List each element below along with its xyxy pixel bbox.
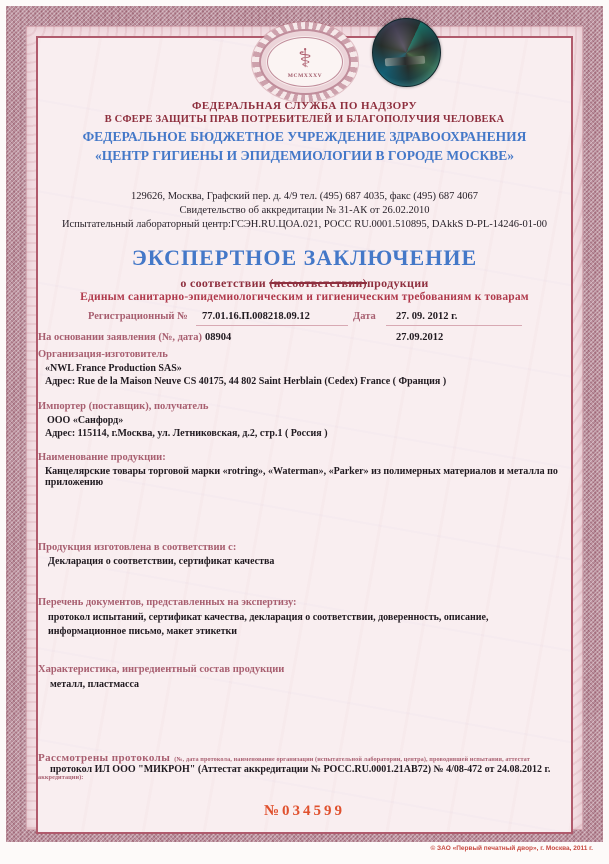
manufacturer-name: «NWL France Production SAS» xyxy=(45,363,182,374)
documents-value: протокол испытаний, сертификат качества, декларация о соответствии, доверенность, описание, информационное письмо, макет этикетки xyxy=(48,612,489,637)
header-line-2: В СФЕРЕ ЗАЩИТЫ ПРАВ ПОТРЕБИТЕЛЕЙ И БЛАГОПОЛУЧИЯ ЧЕЛОВЕКА xyxy=(104,114,505,125)
subtitle-prefix: о соответствии xyxy=(180,276,270,290)
importer-label: Импортер (поставщик), получатель xyxy=(38,401,209,412)
protocols-label-note: (№, дата протокола, наименование организации (испытательной лаборатории, центра), проводившей испытания, аттестат аккредитации): xyxy=(38,756,530,781)
date-value: 27. 09. 2012 г. xyxy=(396,311,458,322)
serial-number: №034599 xyxy=(263,803,346,819)
importer-name: ООО «Санфорд» xyxy=(47,415,124,426)
application-number-value: 08904 xyxy=(205,332,232,343)
documents-label: Перечень документов, представленных на экспертизу: xyxy=(38,597,297,608)
product-name-label: Наименование продукции: xyxy=(38,452,166,463)
subtitle-struck-word: (несоответствии) xyxy=(269,276,367,290)
header-line-1: ФЕДЕРАЛЬНАЯ СЛУЖБА ПО НАДЗОРУ xyxy=(192,100,417,112)
document-subtitle xyxy=(40,276,569,291)
protocols-label: Рассмотрены протоколы xyxy=(38,752,171,764)
seal-roman-year: MCMXXXV xyxy=(287,72,323,79)
document-title: ЭКСПЕРТНОЕ ЗАКЛЮЧЕНИЕ xyxy=(131,245,478,270)
seal-center xyxy=(267,37,343,87)
header-line-4: «ЦЕНТР ГИГИЕНЫ И ЭПИДЕМИОЛОГИИ В ГОРОДЕ МОСКВЕ» xyxy=(94,148,515,163)
product-name-value: Канцелярские товары торговой марки «rotring», «Waterman», «Parker» из полимерных материалов и металла по приложению xyxy=(45,466,558,488)
date-underline xyxy=(386,325,522,326)
importer-address: Адрес: 115114, г.Москва, ул. Летниковская, д.2, стр.1 ( Россия ) xyxy=(45,428,328,439)
rosette-seal xyxy=(252,22,358,102)
date-label: Дата xyxy=(353,311,376,322)
address-line-3: Испытательный лабораторный центр:ГСЭН.RU.ЦОА.021, РОСС RU.0001.510895, DAkkS D-PL-14246-01-00 xyxy=(61,219,548,230)
made-according-label: Продукция изготовлена в соответствии с: xyxy=(38,542,237,553)
application-date-value: 27.09.2012 xyxy=(396,332,444,343)
hologram-sticker xyxy=(372,18,441,87)
made-according-value: Декларация о соответствии, сертификат качества xyxy=(48,556,275,567)
registration-number-label: Регистрационный № xyxy=(88,311,188,322)
manufacturer-label: Организация-изготовитель xyxy=(38,349,168,360)
address-line-1: 129626, Москва, Графский пер. д. 4/9 тел. (495) 687 4035, факс (495) 687 4067 xyxy=(130,191,479,202)
registration-number-value: 77.01.16.П.008218.09.12 xyxy=(202,311,310,322)
composition-value: металл, пластмасса xyxy=(50,679,140,690)
hologram-number-mark xyxy=(385,56,425,67)
header-line-3: ФЕДЕРАЛЬНОЕ БЮДЖЕТНОЕ УЧРЕЖДЕНИЕ ЗДРАВООХРАНЕНИЯ xyxy=(82,129,527,144)
address-line-2: Свидетельство об аккредитации № 31-АК от 26.02.2010 xyxy=(179,205,430,216)
manufacturer-address: Адрес: Rue de la Maison Neuve CS 40175, 44 802 Saint Herblain (Cedex) France ( Франция ) xyxy=(45,376,447,387)
subtitle-suffix: продукции xyxy=(366,276,429,290)
requirements-line: Единым санитарно-эпидемиологическим и гигиеническим требованиям к товарам xyxy=(80,291,529,303)
application-label: На основании заявления (№, дата) xyxy=(38,332,202,343)
printer-copyright: © ЗАО «Первый печатный двор», г. Москва, 2011 г. xyxy=(430,845,593,852)
registration-underline xyxy=(196,325,348,326)
hygieia-emblem-icon: ⚕ xyxy=(297,43,313,73)
protocols-value: протокол ИЛ ООО "МИКРОН" (Аттестат аккредитации № РОСС.RU.0001.21АВ72) № 4/08-472 от 24.08.2012 г. xyxy=(50,764,551,775)
composition-label: Характеристика, ингредиентный состав продукции xyxy=(38,664,285,675)
